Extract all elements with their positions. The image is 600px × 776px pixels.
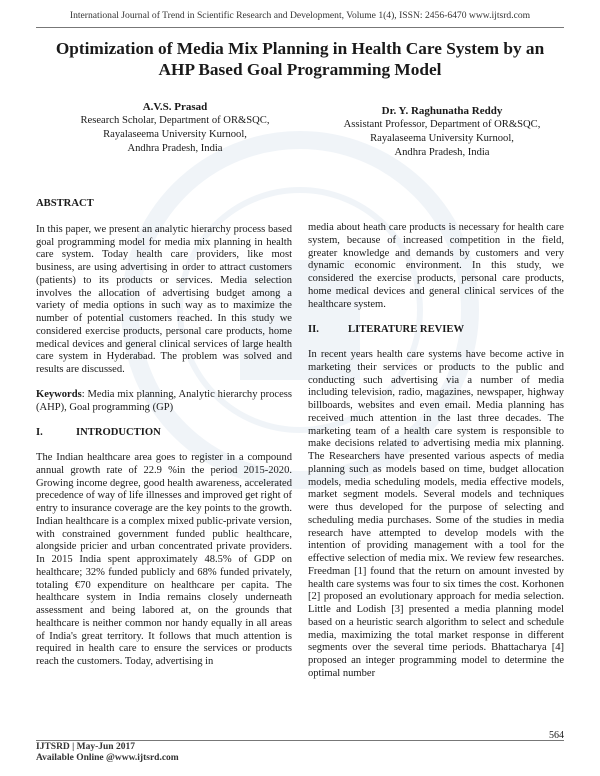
section-number: II. [308,324,319,336]
abstract-text: In this paper, we present an analytic hierarchy process based goal programming model for media mix planning in health care system. Today health care providers, like most business, are using advertising in order to attract customers (patients) to its products or services. Media selection involves the allocation of advertising budget among a variety of media options in such way as to maximize the number of potential customers reached. In this study we considered exercise products, personal care products, home medical devices and general clinical services of large health care system in Hyderabad. The problem was solved and results are discussed. [36,223,292,375]
introduction-heading [36,427,292,440]
author-affiliation-line: Andhra Pradesh, India [127,143,223,154]
keywords-text: : Media mix planning, Analytic hierarchy process (AHP), Goal programming (GP) [36,388,292,413]
author-1 [80,100,270,156]
footer-rule [36,740,564,741]
introduction-text: The Indian healthcare area goes to register in a compound annual growth rate of 22.9 %in the period 2015-2020. Growing income degree, good health awareness, accelerated precedence of way of life illnesses and improved get right of entry to insurance coverage are the key points to the growth. Indian healthcare is a complex mixed public-private version, with constrained government funded public healthcare, alongside pricier and urban concentrated private providers. In 2015 India spent approximately 48.5% of GDP on healthcare; 32% funded publicly and 68% funded privately, totaling €70 expenditure on healthcare per capita. The healthcare system in India remains closely underneath assessment and being labored at, on the grounds that healthcare is neither common nor handy equally in all areas of India's great territory. It follows that much attention is required in health care to ensure the services or products reach the customers. Today, advertising in [36,452,292,667]
introduction-continuation-text: media about heath care products is necessary for health care system, because of increased competition in the field, greater knowledge and demands by customers and very dynamic economic environment. In this study, we considered the exercise products, personal care products, home medical devices and general clinical services of the healthcare system. [308,222,564,310]
keywords-label: Keywords [36,388,82,400]
literature-review-text: In recent years health care systems have become active in marketing their services or products to the public and conducting such advertising via a number of media including television, radio, magazines, newspaper, highway billboards, websites and even email. Media planning has received much attention in the last three decades. The marketing team of a health care system is responsible to make decisions related to advertising media mix planning. The Researchers have presented various aspects of media planning such as models based on time, budget allocation models, media scheduling models, media effective models, market segment models. Several models and techniques were thus developed for the purpose of selecting and scheduling media purchases. Some of the studies in media research have attempted to develop models with the intention of providing management with a tool for the effective selection of media mix. We review few researches. Freedman [1] found that the return on amount invested by health care systems was four to six times the cost. Korhonen [2] proposed an evolutionary approach for media selection. Little and Lodish [3] presented a media planning model based on a heuristic search algorithm to select and schedule media, maximizing the total market response in different segments over the several time periods. Bhattacharya [4] proposed an integer programming model to determine the optimal number [308,349,564,679]
section-number: I. [36,427,43,439]
author-affiliation-line: Rayalaseema University Kurnool, [103,129,247,140]
literature-review-heading [308,324,564,337]
author-affiliation-line: Research Scholar, Department of OR&SQC, [80,115,270,126]
author-affiliation-line: Rayalaseema University Kurnool, [370,133,514,144]
section-title: LITERATURE REVIEW [348,324,465,336]
running-header: International Journal of Trend in Scientific Research and Development, Volume 1(4), ISSN: 2456-6470 www.ijtsrd.com [69,10,531,21]
footer [36,742,179,764]
author-name: Dr. Y. Raghunatha Reddy [381,105,503,117]
left-column [36,198,292,669]
author-name: A.V.S. Prasad [142,101,208,113]
author-2 [322,104,562,160]
paper-title: Optimization of Media Mix Planning in Health Care System by an AHP Based Goal Programming Model [55,39,545,79]
keywords [36,389,292,415]
header-rule [36,27,564,28]
author-affiliation-line: Andhra Pradesh, India [394,147,490,158]
author-affiliation-line: Assistant Professor, Department of OR&SQC, [343,119,541,130]
right-column [308,222,564,681]
abstract-heading: ABSTRACT [36,198,94,209]
footer-website: Available Online @www.ijtsrd.com [36,753,179,763]
footer-journal-issue: IJTSRD | May-Jun 2017 [36,742,135,752]
section-title: INTRODUCTION [76,427,161,439]
page-number: 564 [549,730,564,741]
